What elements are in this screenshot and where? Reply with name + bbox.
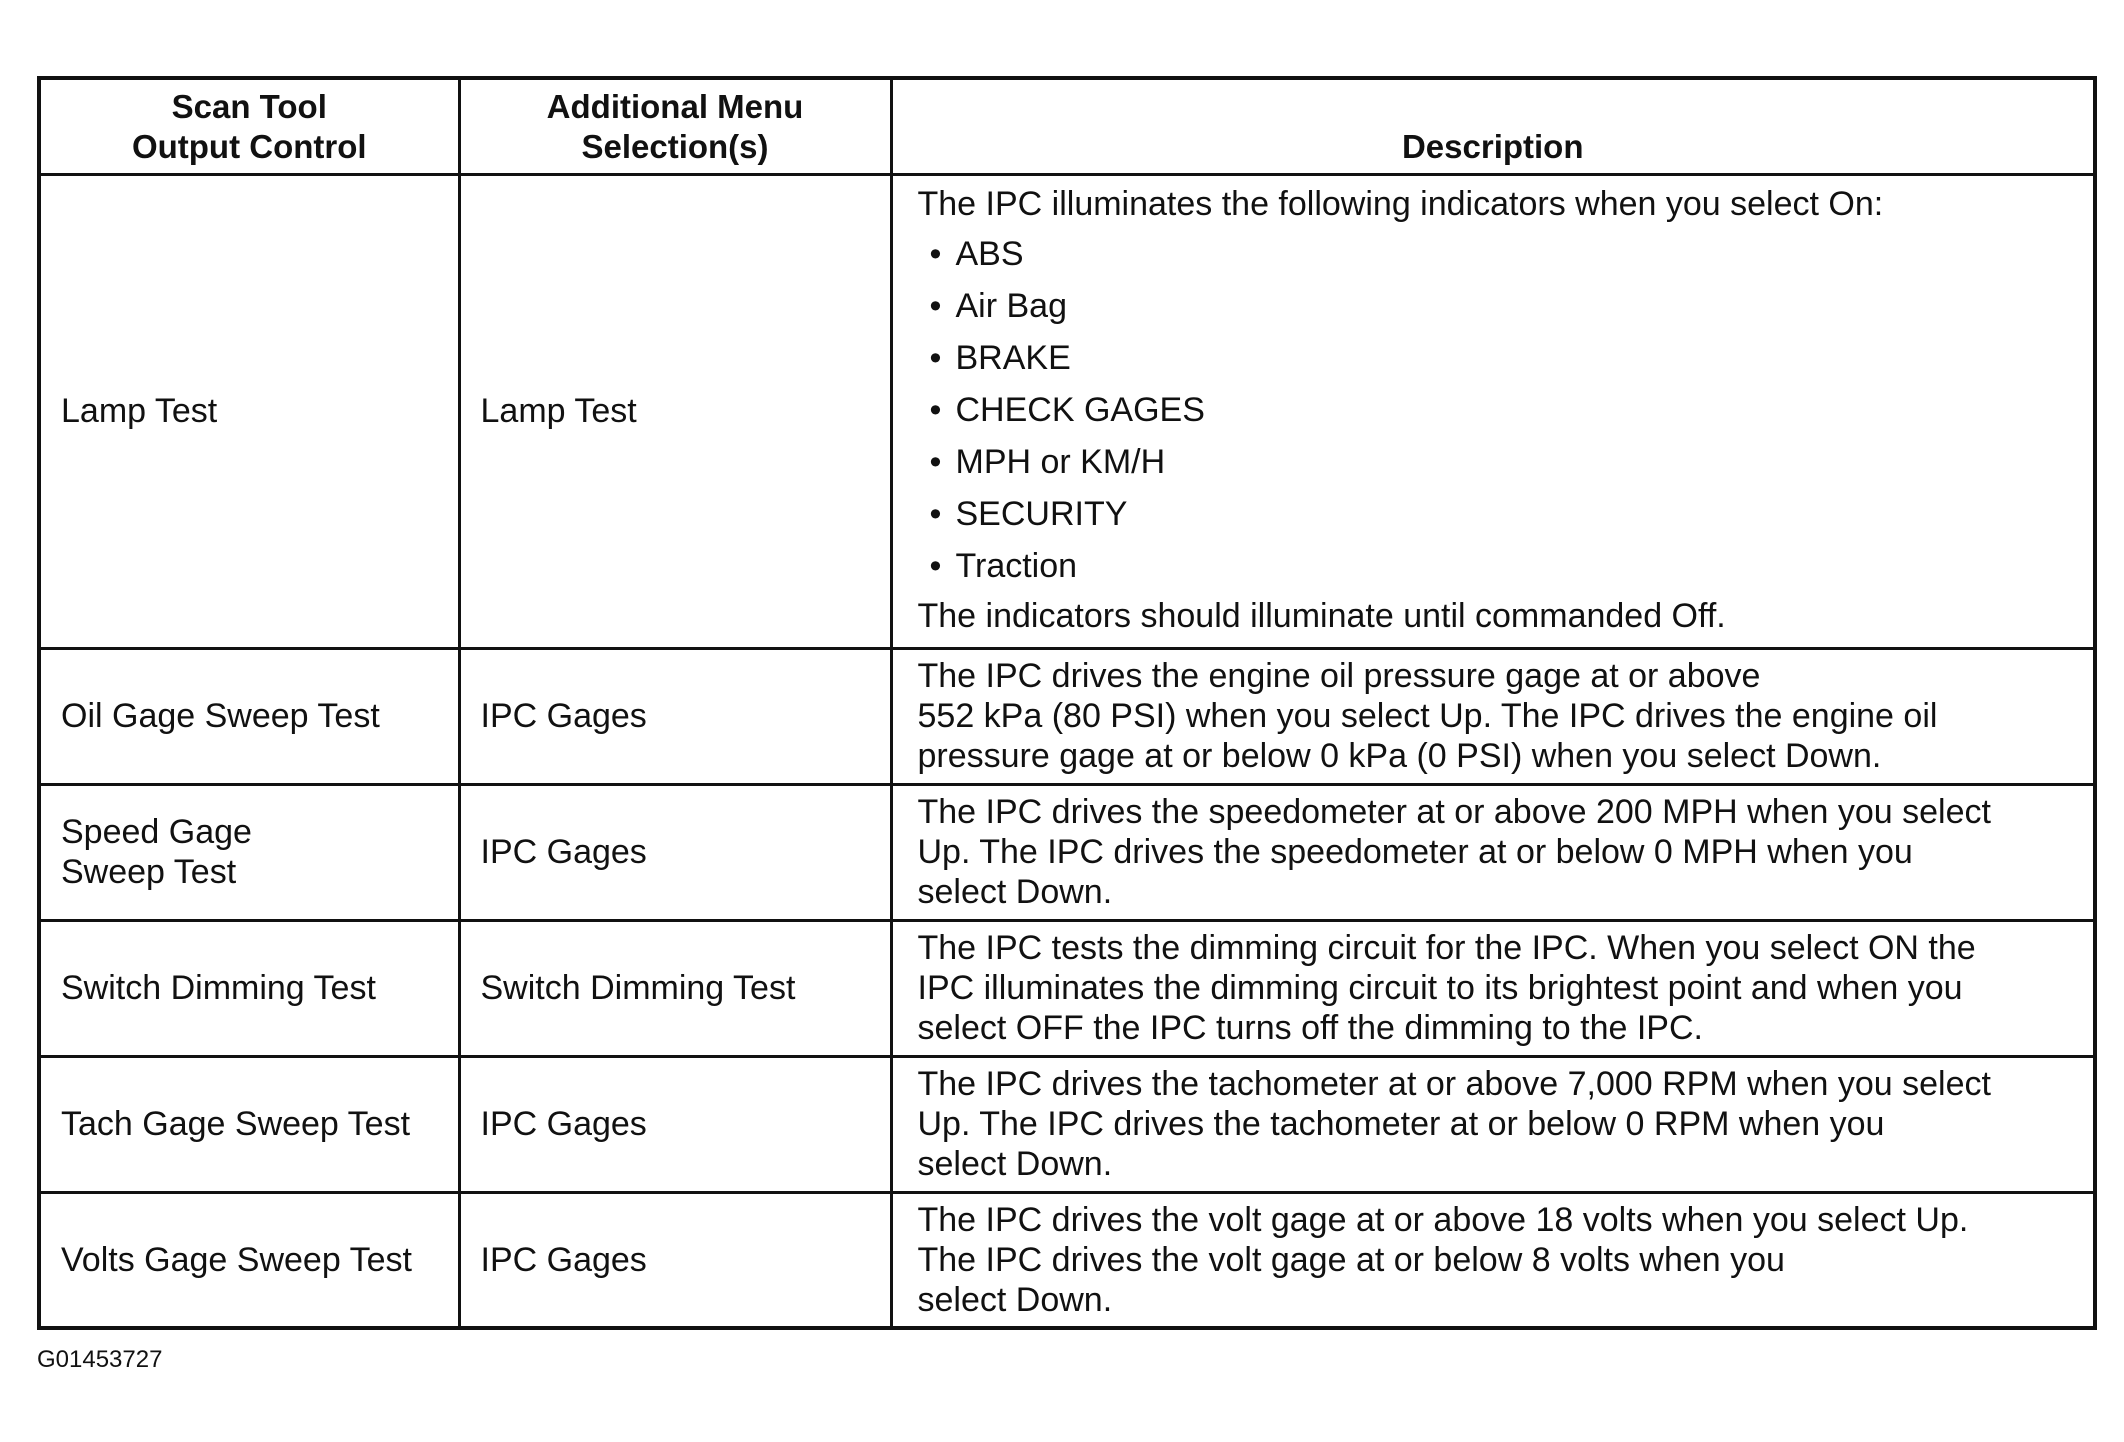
description-cell <box>891 784 2095 920</box>
description-line: The IPC tests the dimming circuit for the IPC. When you select ON the <box>917 929 1976 967</box>
output-control-cell <box>39 1056 459 1192</box>
description-cell <box>891 920 2095 1056</box>
description-line: The IPC drives the volt gage at or below 8 volts when you <box>917 1240 1785 1279</box>
header-description: Description <box>891 78 2095 174</box>
description-line: pressure gage at or below 0 kPa (0 PSI) when you select Down. <box>917 737 1882 775</box>
indicator-label: SECURITY <box>955 495 1128 533</box>
bullet-icon: • <box>929 339 942 377</box>
description-line: select Down. <box>917 873 1113 911</box>
description-line: select OFF the IPC turns off the dimming to the IPC. <box>917 1009 1703 1047</box>
header-menu-selection <box>459 78 891 174</box>
bullet-icon: • <box>929 235 942 273</box>
header-menu-selection-line: Additional Menu <box>546 87 804 125</box>
bullet-icon: • <box>929 391 942 429</box>
bullet-icon: • <box>929 547 942 585</box>
output-control-cell <box>39 1192 459 1328</box>
description-line: 552 kPa (80 PSI) when you select Up. The IPC drives the engine oil <box>917 697 1938 735</box>
indicator-intro: The IPC illuminates the following indicators when you select On: <box>917 185 1884 223</box>
table-row-switch-dimming <box>39 920 2095 1056</box>
header-row <box>39 78 2095 174</box>
description-line: Up. The IPC drives the speedometer at or below 0 MPH when you <box>917 833 1913 871</box>
description-line: The IPC drives the volt gage at or above 18 volts when you select Up. <box>917 1200 1969 1239</box>
indicator-label: Air Bag <box>955 287 1067 325</box>
menu-selection-cell: Lamp Test <box>459 174 891 648</box>
description-line: select Down. <box>917 1280 1113 1319</box>
table-row-oil-gage <box>39 648 2095 784</box>
description-line: The IPC drives the tachometer at or above 7,000 RPM when you select <box>917 1065 1991 1103</box>
menu-selection-cell: IPC Gages <box>459 648 891 784</box>
indicator-item <box>918 228 2086 280</box>
output-control-cell <box>39 784 459 920</box>
output-control-table <box>37 76 2097 1330</box>
description-line: IPC illuminates the dimming circuit to its brightest point and when you <box>917 969 1963 1007</box>
menu-selection-cell: IPC Gages <box>459 1056 891 1192</box>
table-row-tach-gage <box>39 1056 2095 1192</box>
output-control-line: Sweep Test <box>61 853 237 891</box>
output-control-line: Volts Gage Sweep Test <box>61 1240 412 1279</box>
menu-selection-cell: Switch Dimming Test <box>459 920 891 1056</box>
description-line: Up. The IPC drives the tachometer at or below 0 RPM when you <box>917 1105 1885 1143</box>
output-control-cell: Lamp Test <box>39 174 459 648</box>
header-output-control <box>39 78 459 174</box>
indicator-item <box>918 436 2086 488</box>
bullet-icon: • <box>929 495 942 533</box>
indicator-label: BRAKE <box>955 339 1071 377</box>
bullet-icon: • <box>929 287 942 325</box>
output-control-line: Speed Gage <box>61 813 252 851</box>
output-control-line: Oil Gage Sweep Test <box>61 697 380 735</box>
indicator-label: ABS <box>955 235 1024 273</box>
description-line: select Down. <box>917 1145 1113 1183</box>
indicator-item <box>918 280 2086 332</box>
indicator-item <box>918 540 2086 592</box>
header-output-control-line: Output Control <box>131 127 367 165</box>
output-control-cell <box>39 648 459 784</box>
menu-selection-cell: IPC Gages <box>459 784 891 920</box>
description-cell <box>891 648 2095 784</box>
description-cell <box>891 174 2095 648</box>
output-control-cell <box>39 920 459 1056</box>
description-cell <box>891 1192 2095 1328</box>
description-line: The IPC drives the speedometer at or above 200 MPH when you select <box>917 793 1991 831</box>
indicator-label: MPH or KM/H <box>955 443 1166 481</box>
header-menu-selection-line: Selection(s) <box>581 127 769 165</box>
header-output-control-line: Scan Tool <box>171 87 327 125</box>
output-control-line: Switch Dimming Test <box>61 969 376 1007</box>
description-cell <box>891 1056 2095 1192</box>
indicator-item <box>918 488 2086 540</box>
indicator-label: Traction <box>955 547 1078 585</box>
indicator-item <box>918 332 2086 384</box>
output-control-line: Tach Gage Sweep Test <box>61 1105 411 1143</box>
table-row-speed-gage <box>39 784 2095 920</box>
menu-selection-cell: IPC Gages <box>459 1192 891 1328</box>
indicator-label: CHECK GAGES <box>955 391 1205 429</box>
table-row-lamp-test <box>39 174 2095 648</box>
indicator-item <box>918 384 2086 436</box>
figure-id: G01453727 <box>37 1346 163 1373</box>
bullet-icon: • <box>929 443 942 481</box>
description-line: The IPC drives the engine oil pressure gage at or above <box>917 657 1761 695</box>
indicator-list <box>918 228 2086 592</box>
indicator-outro: The indicators should illuminate until commanded Off. <box>917 597 1726 635</box>
table-row-volts-gage <box>39 1192 2095 1328</box>
